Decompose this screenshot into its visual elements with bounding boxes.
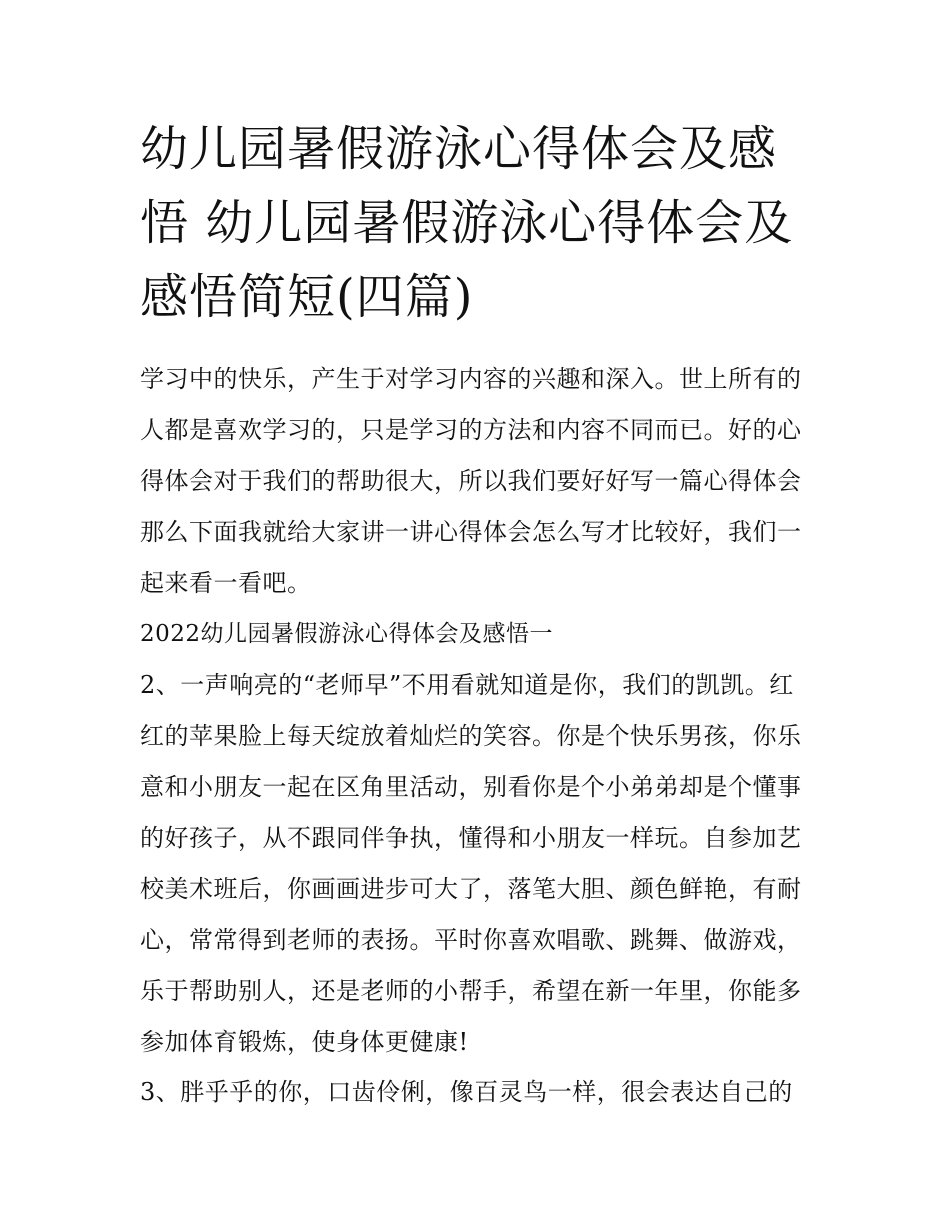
intro-paragraph: 学习中的快乐，产生于对学习内容的兴趣和深入。世上所有的人都是喜欢学习的，只是学习的方法和内容不同而已。好的心得体会对于我们的帮助很大，所以我们要好好写一篇心得体会那么下面我就给大家讲一讲心得体会怎么写才比较好，我们一起来看一看吧。	[140, 365, 802, 597]
paragraph-3: 3、胖乎乎的你，口齿伶俐，像百灵鸟一样，很会表达自己的	[140, 1078, 793, 1106]
document-title: 幼儿园暑假游泳心得体会及感悟 幼儿园暑假游泳心得体会及感悟简短(四篇)	[140, 121, 794, 325]
paragraph-2: 2、一声响亮的“老师早”不用看就知道是你，我们的凯凯。红红的苹果脸上每天绽放着灿烂的笑容。你是个快乐男孩，你乐意和小朋友一起在区角里活动，别看你是个小弟弟却是个懂事的好孩子，从不跟同伴争执，懂得和小朋友一样玩。自参加艺校美术班后，你画画进步可大了，落笔大胆、颜色鲜艳，有耐心，常常得到老师的表扬。平时你喜欢唱歌、跳舞、做游戏，乐于帮助别人，还是老师的小帮手，希望在新一年里，你能多参加体育锻炼，使身体更健康!	[140, 671, 802, 1056]
section-heading: 2022幼儿园暑假游泳心得体会及感悟一	[140, 621, 554, 647]
